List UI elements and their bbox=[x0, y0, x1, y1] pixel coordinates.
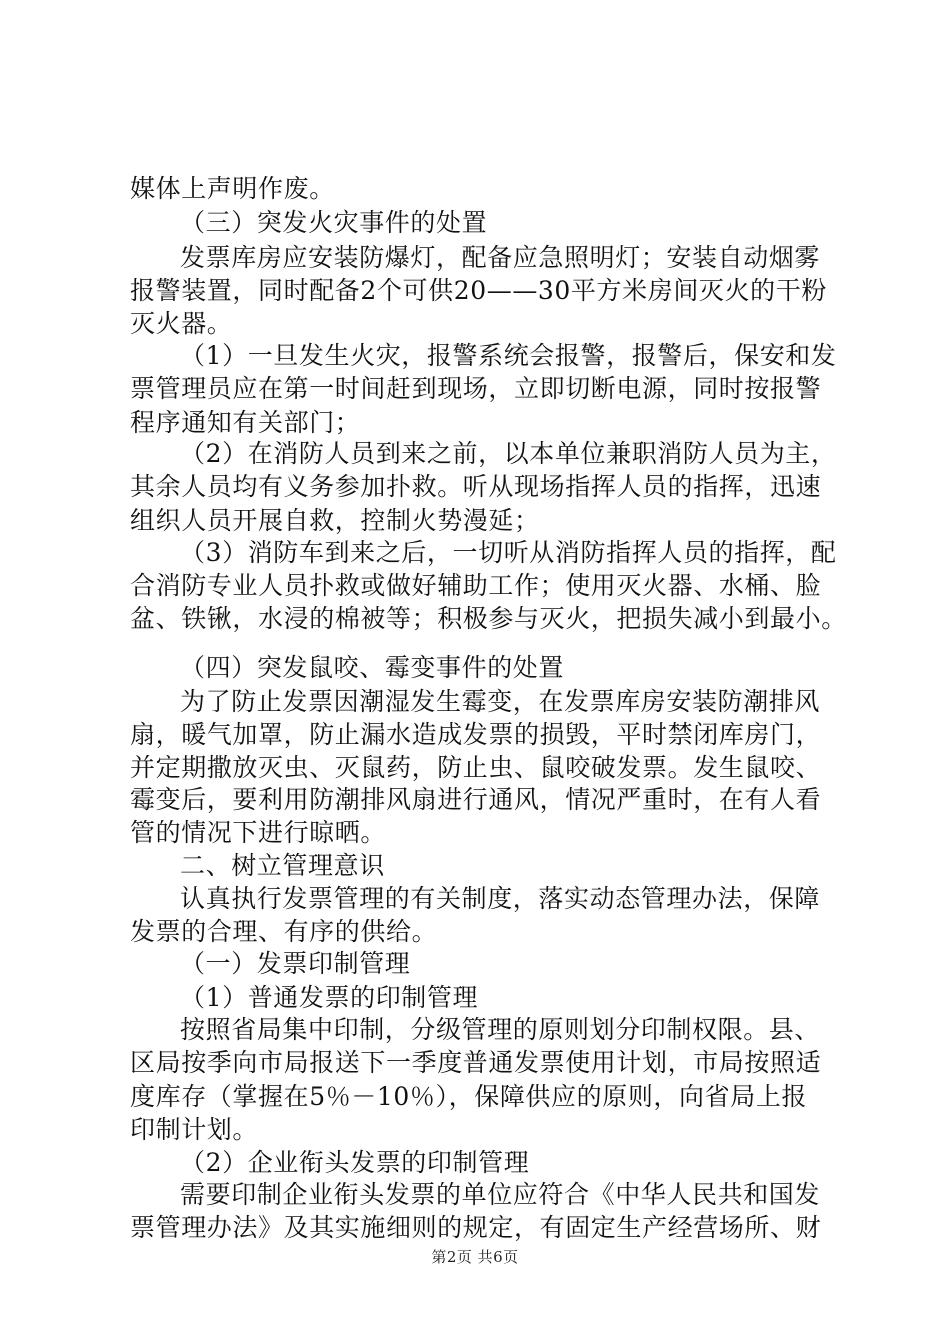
text-line: （1）一旦发生火灾，报警系统会报警，报警后，保安和发 bbox=[180, 341, 837, 370]
text-line: 度库存（掌握在5％－10％），保障供应的原则，向省局上报 bbox=[130, 1082, 808, 1111]
subsection-heading: （2）企业衔头发票的印制管理 bbox=[180, 1148, 530, 1177]
text-line: 发票的合理、有序的供给。 bbox=[130, 917, 438, 946]
text-line: 媒体上声明作废。 bbox=[130, 174, 335, 203]
text-line: 合消防专业人员扑救或做好辅助工作；使用灭火器、水桶、脸 bbox=[130, 571, 822, 600]
text-line: 需要印制企业衔头发票的单位应符合《中华人民共和国发 bbox=[180, 1180, 821, 1209]
text-line: 认真执行发票管理的有关制度，落实动态管理办法，保障 bbox=[180, 884, 821, 913]
text-line: （3）消防车到来之后，一切听从消防指挥人员的指挥，配 bbox=[180, 538, 837, 567]
text-line: 霉变后，要利用防潮排风扇进行通风，情况严重时，在有人看 bbox=[130, 785, 822, 814]
section-heading: 二、树立管理意识 bbox=[180, 851, 385, 880]
page-number-footer: 第2页 共6页 bbox=[431, 1248, 519, 1266]
section-heading: （四）突发鼠咬、霉变事件的处置 bbox=[180, 653, 565, 682]
text-line: 发票库房应安装防爆灯，配备应急照明灯；安装自动烟雾 bbox=[180, 243, 821, 272]
text-line: 其余人员均有义务参加扑救。听从现场指挥人员的指挥，迅速 bbox=[130, 472, 822, 501]
text-line: 盆、铁锹，水浸的棉被等；积极参与灭火，把损失减小到最小。 bbox=[130, 604, 847, 633]
text-line: 灭火器。 bbox=[130, 309, 233, 338]
text-line: 区局按季向市局报送下一季度普通发票使用计划，市局按照适 bbox=[130, 1048, 822, 1077]
text-line: （2）在消防人员到来之前，以本单位兼职消防人员为主， bbox=[180, 439, 837, 468]
text-line: 管的情况下进行晾晒。 bbox=[130, 818, 387, 847]
section-heading: （三）突发火灾事件的处置 bbox=[180, 208, 488, 237]
text-line: 报警装置，同时配备2个可供20——30平方米房间灭火的干粉 bbox=[130, 276, 827, 305]
text-line: 印制计划。 bbox=[130, 1115, 259, 1144]
text-line: 扇，暖气加罩，防止漏水造成发票的损毁，平时禁闭库房门， bbox=[130, 720, 822, 749]
subsection-heading: （1）普通发票的印制管理 bbox=[180, 983, 479, 1012]
text-line: 并定期撒放灭虫、灭鼠药，防止虫、鼠咬破发票。发生鼠咬、 bbox=[130, 753, 822, 782]
section-heading: （一）发票印制管理 bbox=[180, 949, 411, 978]
text-line: 票管理办法》及其实施细则的规定，有固定生产经营场所、财 bbox=[130, 1213, 822, 1242]
text-line: 程序通知有关部门； bbox=[130, 408, 361, 437]
text-line: 为了防止发票因潮湿发生霉变，在发票库房安装防潮排风 bbox=[180, 687, 821, 716]
text-line: 组织人员开展自救，控制火势漫延； bbox=[130, 506, 540, 535]
text-line: 按照省局集中印制，分级管理的原则划分印制权限。县、 bbox=[180, 1015, 821, 1044]
text-line: 票管理员应在第一时间赶到现场，立即切断电源，同时按报警 bbox=[130, 374, 822, 403]
